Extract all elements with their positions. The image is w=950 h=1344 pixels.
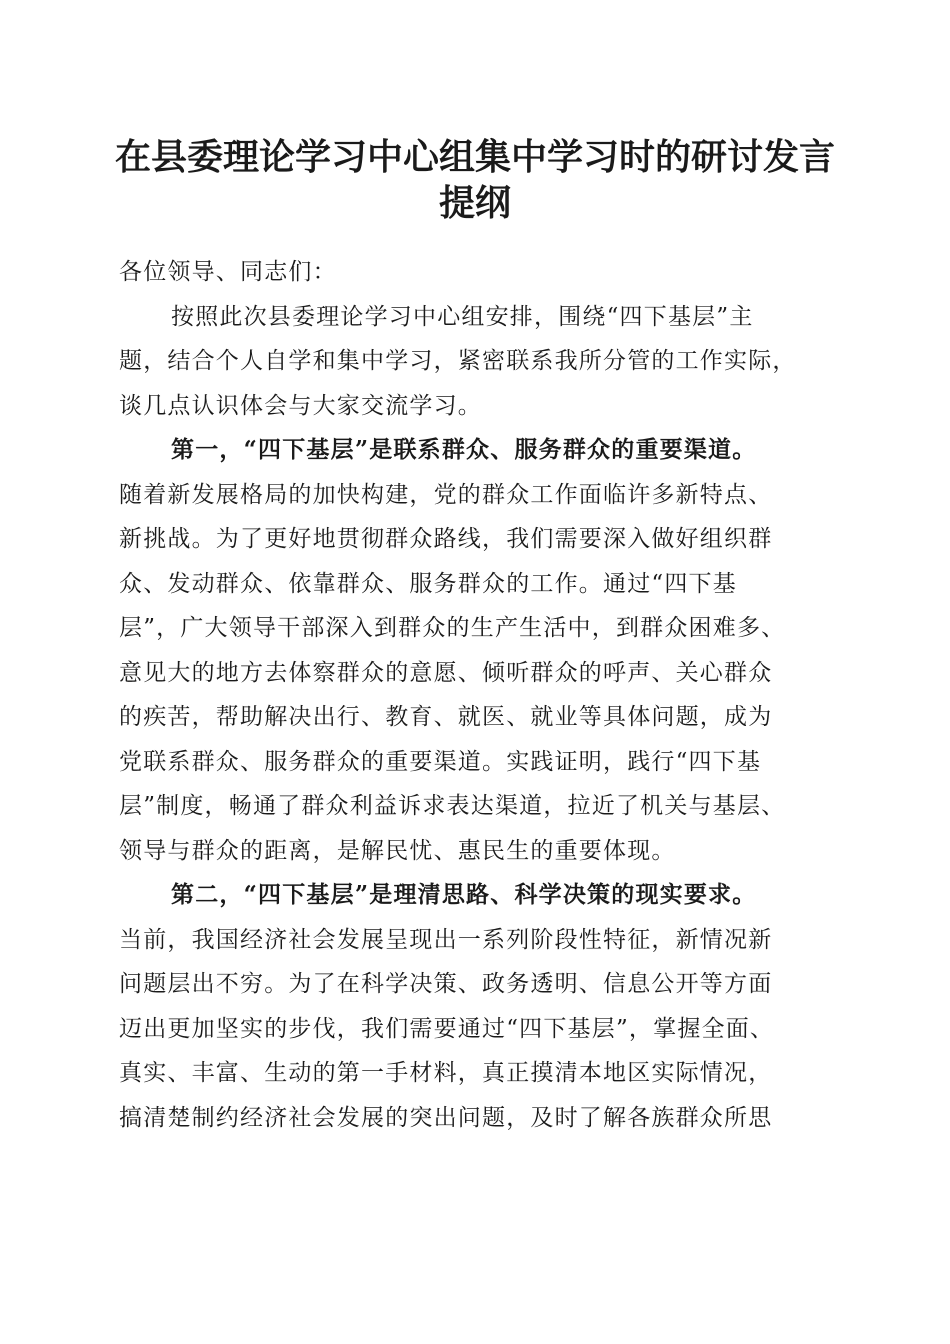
body-text-line: 的疾苦，帮助解决出行、教育、就医、就业等具体问题，成为 [119,704,773,730]
section-heading-line: 第一，“四下基层”是联系群众、服务群众的重要渠道。 [171,436,757,463]
body-text-line: 意见大的地方去体察群众的意愿、倾听群众的呼声、关心群众 [119,659,773,686]
body-text-line: 按照此次县委理论学习中心组安排，围绕“四下基层”主 [171,303,754,330]
body-text-line: 搞清楚制约经济社会发展的突出问题，及时了解各族群众所思 [119,1104,773,1131]
document-title-line-1: 在县委理论学习中心组集中学习时的研讨发言 [114,136,835,178]
body-text-line: 谈几点认识体会与大家交流学习。 [119,392,482,419]
body-text-line: 问题层出不穷。为了在科学决策、政务透明、信息公开等方面 [119,971,773,997]
section-heading-line: 第二，“四下基层”是理清思路、科学决策的现实要求。 [171,881,757,908]
body-text-line: 各位领导、同志们： [119,259,337,285]
body-text-line: 题，结合个人自学和集中学习，紧密联系我所分管的工作实际， [119,348,797,374]
body-text-line: 众、发动群众、依靠群众、服务群众的工作。通过“四下基 [119,570,737,597]
body-text-line: 随着新发展格局的加快构建，党的群众工作面临许多新特点、 [119,481,773,508]
document-title-line-2: 提纲 [438,182,511,224]
body-text-line: 层”，广大领导干部深入到群众的生产生活中，到群众困难多、 [119,615,786,641]
body-text-line: 新挑战。为了更好地贯彻群众路线，我们需要深入做好组织群 [119,526,773,552]
body-text-line: 当前，我国经济社会发展呈现出一系列阶段性特征，新情况新 [119,926,773,953]
document-body [119,250,849,1140]
body-text-line: 领导与群众的距离，是解民忧、惠民生的重要体现。 [119,837,676,864]
body-text-line: 真实、丰富、生动的第一手材料，真正摸清本地区实际情况， [119,1060,773,1086]
body-text-line: 党联系群众、服务群众的重要渠道。实践证明，践行“四下基 [119,748,762,775]
body-text-line: 层”制度，畅通了群众利益诉求表达渠道，拉近了机关与基层、 [119,793,786,819]
body-text-line: 迈出更加坚实的步伐，我们需要通过“四下基层”，掌握全面、 [119,1015,775,1042]
